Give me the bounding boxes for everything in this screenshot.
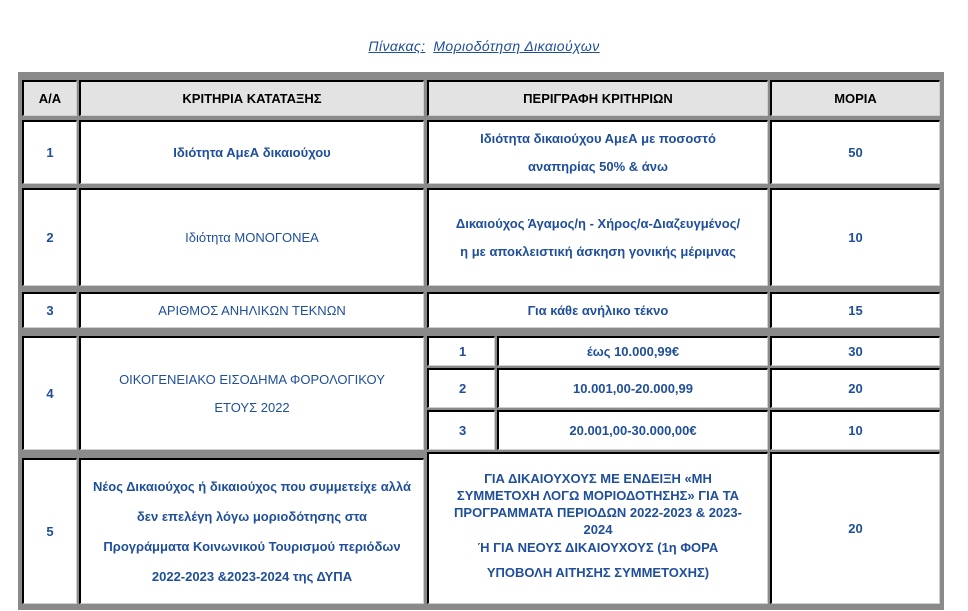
table-title-label: Πίνακας: [368, 38, 426, 54]
row-5-aa: 5 [22, 458, 77, 604]
row-2-description: Δικαιούχος Άγαμος/η - Χήρος/α-Διαζευγμένος/η με αποκλειστική άσκηση γονικής μέριμνας [427, 188, 768, 286]
income-bracket-2-range: 10.001,00-20.000,99 [497, 368, 768, 408]
income-bracket-2-points: 20 [770, 368, 940, 408]
header-points: ΜΟΡΙΑ [770, 80, 940, 116]
row-2-aa: 2 [22, 188, 77, 286]
income-bracket-1-number: 1 [427, 336, 495, 366]
income-bracket-3-range: 20.001,00-30.000,00€ [497, 410, 768, 450]
row-3-aa: 3 [22, 292, 77, 328]
row-2-criterion: Ιδιότητα ΜΟΝΟΓΟΝΕΑ [79, 188, 424, 286]
income-bracket-1-points: 30 [770, 336, 940, 366]
income-bracket-1-range: έως 10.000,99€ [497, 336, 768, 366]
row-5-description-line-2: Ή ΓΙΑ ΝΕΟΥΣ ΔΙΚΑΙΟΥΧΟΥΣ (1η ΦΟΡΑ [477, 539, 719, 555]
income-bracket-3-points: 10 [770, 410, 940, 450]
income-bracket-2-number: 2 [427, 368, 495, 408]
row-3-points: 15 [770, 292, 940, 328]
row-3-description: Για κάθε ανήλικο τέκνο [427, 292, 768, 328]
table-title-text: Μοριοδότηση Δικαιούχων [433, 38, 600, 54]
row-5-description [427, 452, 768, 604]
header-description: ΠΕΡΙΓΡΑΦΗ ΚΡΙΤΗΡΙΩΝ [427, 80, 768, 116]
row-5-description-line-3: ΥΠΟΒΟΛΗ ΑΙΤΗΣΗΣ ΣΥΜΜΕΤΟΧΗΣ) [486, 564, 710, 580]
row-1-description: Ιδιότητα δικαιούχου ΑμεΑ με ποσοστό αναπηρίας 50% & άνω [427, 120, 768, 184]
table-title [0, 38, 968, 54]
row-5-points: 20 [770, 452, 940, 604]
row-4-criterion: ΟΙΚΟΓΕΝΕΙΑΚΟ ΕΙΣΟΔΗΜΑ ΦΟΡΟΛΟΓΙΚΟΥ ΕΤΟΥΣ 2022 [79, 336, 424, 450]
row-5-criterion: Νέος Δικαιούχος ή δικαιούχος που συμμετείχε αλλά δεν επελέγη λόγω μοριοδότησης στα Προγράμματα Κοινωνικού Τουρισμού περιόδων 2022-2023 &2023-2024 της ΔΥΠΑ [79, 458, 424, 604]
row-4-aa: 4 [22, 336, 77, 450]
row-1-aa: 1 [22, 120, 77, 184]
header-criteria: ΚΡΙΤΗΡΙΑ ΚΑΤΑΤΑΞΗΣ [79, 80, 424, 116]
scoring-table [18, 72, 944, 610]
row-1-criterion: Ιδιότητα ΑμεΑ δικαιούχου [79, 120, 424, 184]
row-5-description-line-1: ΓΙΑ ΔΙΚΑΙΟΥΧΟΥΣ ΜΕ ΕΝΔΕΙΞΗ «ΜΗ ΣΥΜΜΕΤΟΧΗ ΛΟΓΩ ΜΟΡΙΟΔΟΤΗΣΗΣ» ΓΙΑ ΤΑ ΠΡΟΓΡΑΜΜΑΤΑ ΠΕΡΙΟΔΩΝ 2022-2023 & 2023-2024 [454, 470, 742, 537]
row-3-criterion: ΑΡΙΘΜΟΣ ΑΝΗΛΙΚΩΝ ΤΕΚΝΩΝ [79, 292, 424, 328]
header-aa: Α/Α [22, 80, 77, 116]
row-2-points: 10 [770, 188, 940, 286]
row-1-points: 50 [770, 120, 940, 184]
income-bracket-3-number: 3 [427, 410, 495, 450]
